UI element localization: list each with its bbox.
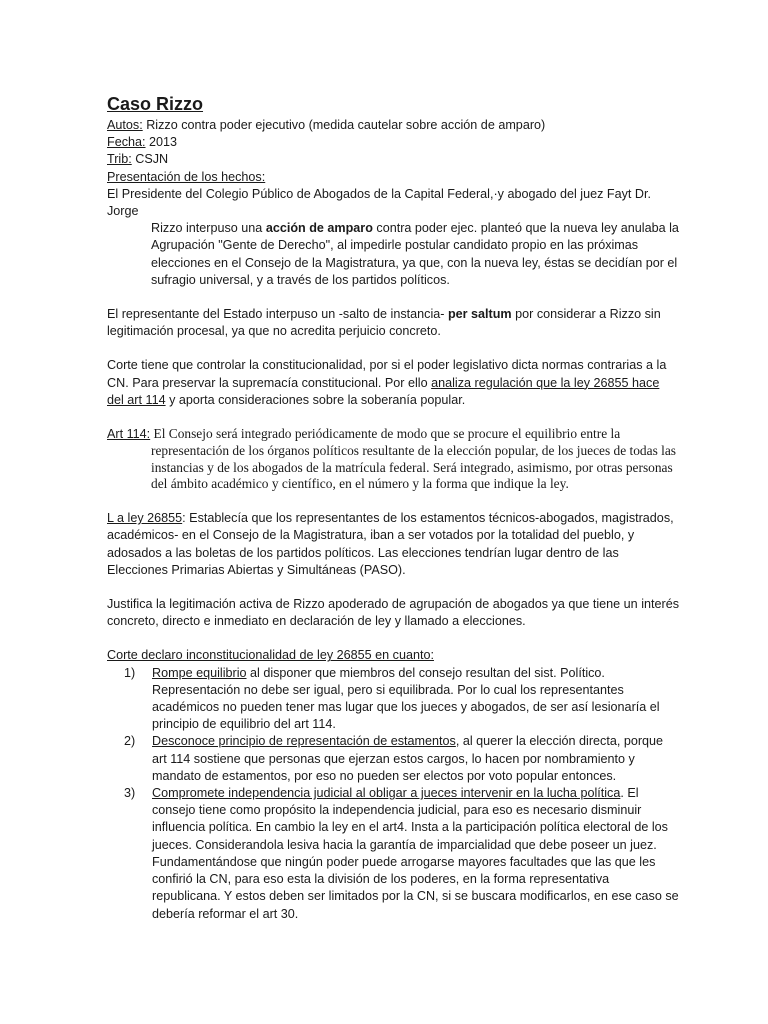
trib-value: CSJN (131, 152, 169, 167)
ruling-head: Desconoce principio de representación de estamentos (152, 734, 456, 749)
spacer (107, 493, 679, 510)
hechos-text-b: contra poder ejec. planteó que la nueva ley anulaba la Agrupación "Gente de Derecho", al impedirle postular candidato propio en las próximas elecciones en el Consejo de la Magistratura, ya que, con la nueva ley, éstas se decidían por el sufragio universal, y a través de los partidos políticos. (151, 221, 679, 287)
art114-label: Art 114: (107, 427, 151, 442)
corte-text-b: y aporta consideraciones sobre la soberanía popular. (165, 392, 466, 407)
estado-bold: per saltum (447, 307, 512, 322)
spacer (107, 289, 679, 306)
hechos-bold: acción de amparo (265, 221, 373, 236)
autos-value: Rizzo contra poder ejecutivo (medida cautelar sobre acción de amparo) (142, 118, 546, 132)
trib-line (107, 151, 679, 168)
autos-label: Autos: (107, 118, 143, 132)
art114-first: El Consejo será integrado periódicamente de modo que se procure el equilibrio entre la (150, 426, 621, 442)
hechos-first-line: El Presidente del Colegio Público de Abogados de la Capital Federal,·y abogado del juez Fayt Dr. Jorge (107, 186, 651, 219)
ruling-item (124, 785, 679, 923)
ruling-number: 2) (124, 734, 136, 749)
art114-first-line (107, 426, 679, 443)
ley-label: L a ley 26855 (107, 511, 183, 526)
spacer (107, 630, 679, 647)
ruling-item (124, 733, 679, 785)
autos-line (107, 117, 679, 134)
rulings-list (107, 665, 679, 923)
corte-paragraph (107, 357, 679, 409)
hechos-text-a: Rizzo interpuso una (151, 221, 266, 236)
spacer (107, 579, 679, 596)
ruling-item (124, 665, 679, 734)
ley-paragraph (107, 510, 679, 579)
trib-label: Trib: (107, 152, 132, 167)
document-title: Caso Rizzo (107, 94, 204, 114)
corte-underlined: analiza regulación que la ley 26855 hace del art 114 (107, 375, 660, 407)
ruling-text: , al querer la elección directa, porque art 114 sostiene que personas que ejerzan estos cargos, lo hacen por nombramiento y mandato de estamentos, por eso no pueden ser electos por voto popular entonces. (152, 734, 664, 783)
estado-text-a: El representante del Estado interpuso un -salto de instancia- (107, 307, 448, 322)
ruling-number: 1) (124, 665, 136, 680)
declaro-heading: Corte declaro inconstitucionalidad de ley 26855 en cuanto: (107, 648, 434, 663)
corte-text-a: Corte tiene que controlar la constitucionalidad, por si el poder legislativo dicta normas contrarias a la CN. Para preservar la supremacía constitucional. Por ello (107, 358, 667, 390)
document-page (107, 92, 679, 923)
fecha-line (107, 134, 679, 151)
spacer (107, 340, 679, 357)
estado-text-b: por considerar a Rizzo sin legitimación procesal, ya que no acredita perjuicio concreto. (107, 307, 661, 339)
art114-rest: representación de los órganos políticos resultante de la elección popular, de los jueces de todas las instancias y de los abogados de la matrícula federal. Será integrado, asimismo, por otras personas del ámbito académico y científico, en el número y la forma que indique la ley. (151, 442, 676, 492)
spacer (107, 409, 679, 426)
ruling-text: . El consejo tiene como propósito la independencia judicial, para eso es necesario disminuir influencia política. En cambio la ley en el art4. Insta a la participación política electoral de los jueces. Considerandola lesiva hacia la garantía de imparcialidad que debe poseer un juez. Fundamentándose que ningún poder puede arrogarse mayores facultades que las que les confirió la CN, para eso esta la división de los poderes, en la forma representativa republicana. Y estos deben ser limitados por la CN, si se buscara modificarlos, en ese caso se debería reformar el art 30. (152, 786, 679, 921)
fecha-value: 2013 (145, 135, 178, 150)
hechos-heading: Presentación de los hechos: (107, 169, 266, 184)
ruling-text: al disponer que miembros del consejo resultan del sist. Político. Representación no debe ser igual, pero si equilibrada. Por lo cual los representantes académicos no pueden tener mas lugar que los jueces y abogados, de ser así lesionaría el principio de equilibrio del art 114. (152, 665, 660, 732)
ley-text: : Establecía que los representantes de los estamentos técnicos-abogados, magistrados, académicos- en el Consejo de la Magistratura, iban a ser votados por la totalidad del pueblo, y adosados a las boletas de los partidos políticos. Las elecciones tendrían lugar dentro de las Elecciones Primarias Abiertas y Simultáneas (PASO). (107, 511, 674, 577)
justifica-paragraph: Justifica la legitimación activa de Rizzo apoderado de agrupación de abogados ya que tiene un interés concreto, directo e inmediato en declaración de ley y llamado a elecciones. (107, 597, 679, 629)
ruling-number: 3) (124, 786, 136, 801)
estado-paragraph (107, 306, 679, 340)
hechos-paragraph (107, 220, 679, 289)
ruling-head: Rompe equilibrio (152, 665, 247, 680)
ruling-head: Compromete independencia judicial al obligar a jueces intervenir en la lucha política (152, 786, 621, 801)
fecha-label: Fecha: (107, 135, 146, 150)
